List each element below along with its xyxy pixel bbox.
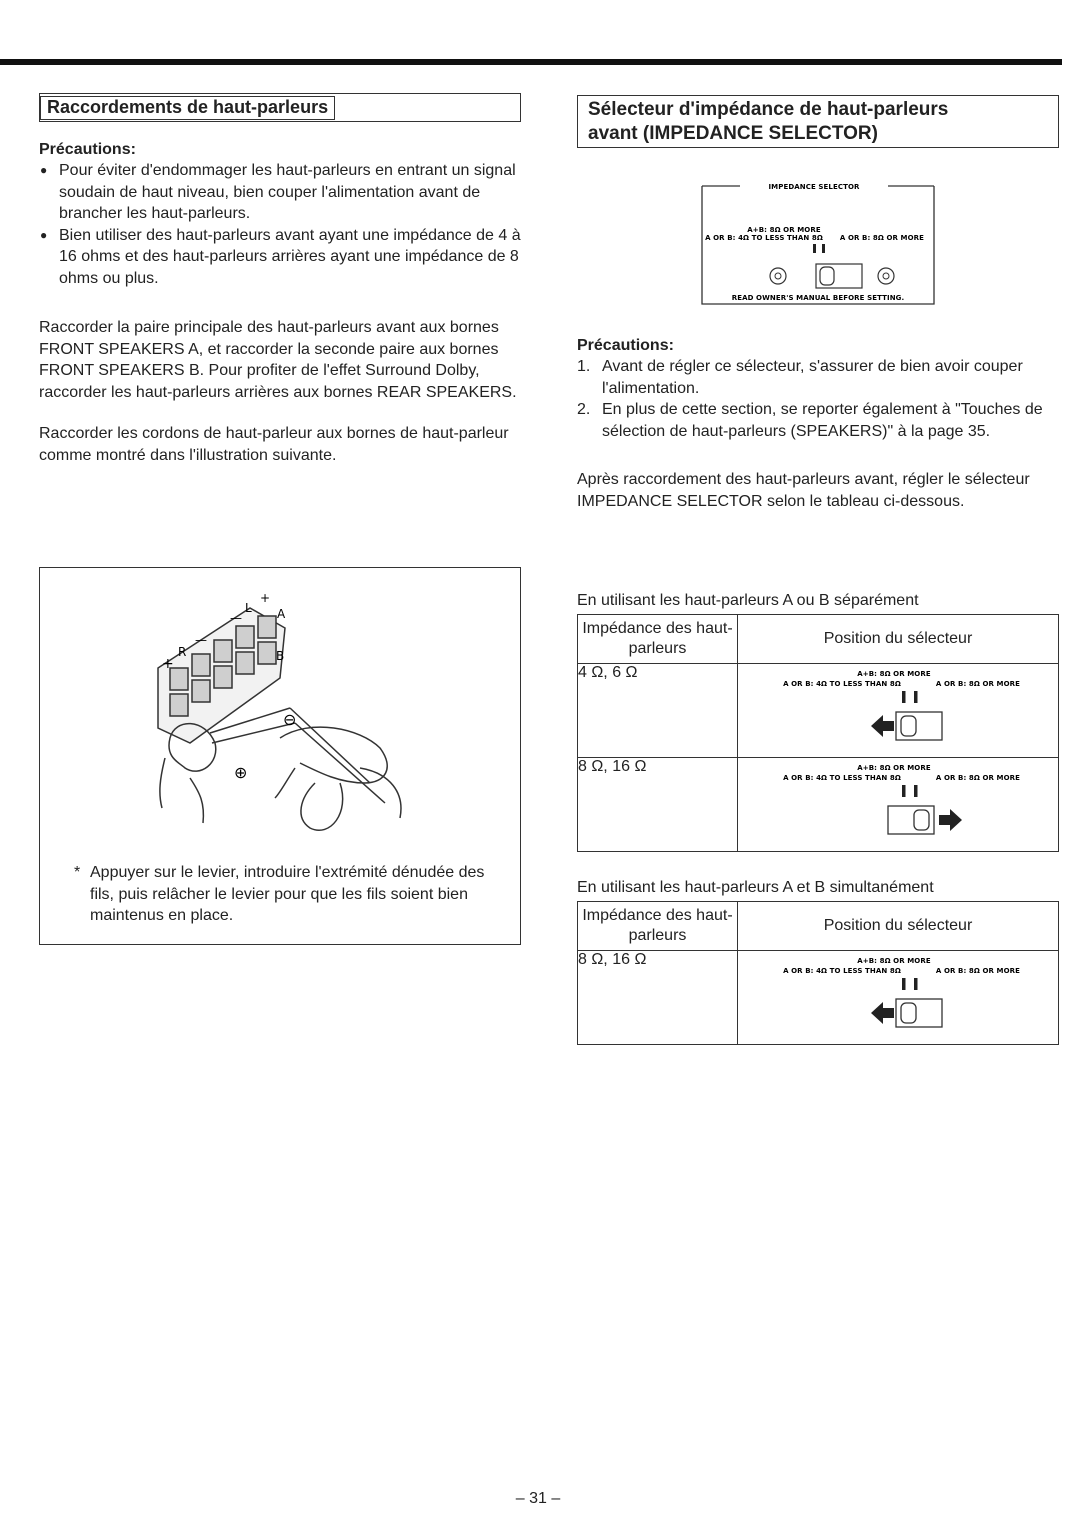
step-item: 1. Avant de régler ce sélecteur, s'assurer de bien avoir couper l'alimentation. bbox=[577, 358, 1023, 397]
svg-text:A OR B: 4Ω TO LESS THAN 8Ω: A OR B: 4Ω TO LESS THAN 8Ω bbox=[783, 774, 901, 782]
table-cell-ohms: 8 Ω, 16 Ω bbox=[578, 758, 738, 852]
table-cell-selector-left bbox=[738, 664, 1059, 758]
svg-text:A+B: 8Ω OR MORE: A+B: 8Ω OR MORE bbox=[857, 957, 931, 965]
table-header-position: Position du sélecteur bbox=[738, 902, 1059, 951]
speaker-terminal-figure bbox=[39, 567, 521, 945]
panel-footer: READ OWNER'S MANUAL BEFORE SETTING. bbox=[731, 294, 905, 302]
terminal-label-r: R bbox=[178, 645, 187, 659]
terminal-label-plus-r: + bbox=[162, 656, 174, 672]
panel-label-left: A OR B: 4Ω TO LESS THAN 8Ω bbox=[705, 234, 823, 242]
table-cell-ohms: 8 Ω, 16 Ω bbox=[578, 951, 738, 1045]
terminal-label-l: L bbox=[245, 601, 252, 615]
speaker-terminal-illustration bbox=[40, 568, 520, 858]
right-column bbox=[577, 95, 1062, 148]
right-precautions bbox=[577, 336, 1062, 512]
panel-title: IMPEDANCE SELECTOR bbox=[768, 183, 860, 191]
screw-icon bbox=[770, 268, 786, 284]
precautions-list bbox=[39, 160, 523, 289]
plus-terminal-icon: ⊕ bbox=[234, 763, 248, 782]
svg-text:A OR B: 8Ω OR MORE: A OR B: 8Ω OR MORE bbox=[935, 774, 1021, 782]
terminal-label-minus-l: — bbox=[230, 611, 242, 625]
terminal-label-plus-l: + bbox=[260, 591, 271, 605]
left-column bbox=[39, 93, 523, 466]
precautions-steps bbox=[577, 356, 1062, 442]
svg-text:A OR B: 8Ω OR MORE: A OR B: 8Ω OR MORE bbox=[935, 967, 1021, 975]
terminal-label-a: A bbox=[277, 607, 286, 621]
page-number: – 31 – bbox=[515, 1490, 561, 1507]
section-title-speaker-connections: Raccordements de haut-parleurs bbox=[39, 93, 521, 122]
table-cell-selector-left bbox=[738, 951, 1059, 1045]
figure-caption: * Appuyer sur le levier, introduire l'extrémité dénudée des fils, puis relâcher le levier pour que les fils soient bien maintenus en place. bbox=[74, 864, 485, 924]
top-rule bbox=[0, 59, 1062, 65]
table-cell-ohms: 4 Ω, 6 Ω bbox=[578, 664, 738, 758]
arrow-left-icon bbox=[871, 715, 894, 737]
connection-paragraph: Raccorder la paire principale des haut-parleurs avant aux bornes FRONT SPEAKERS A, et raccorder la seconde paire aux bornes FRONT SPEAKERS B. Pour profiter de l'effet Surround Dolby, raccorder les haut-parleurs arrières aux bornes REAR SPEAKERS. bbox=[39, 319, 517, 401]
svg-text:A OR B: 4Ω TO LESS THAN 8Ω: A OR B: 4Ω TO LESS THAN 8Ω bbox=[783, 967, 901, 975]
table1-caption: En utilisant les haut-parleurs A ou B séparément bbox=[577, 592, 919, 609]
panel-label-right: A OR B: 8Ω OR MORE bbox=[839, 234, 925, 242]
svg-text:A+B: 8Ω OR MORE: A+B: 8Ω OR MORE bbox=[857, 670, 931, 678]
svg-text:A OR B: 8Ω OR MORE: A OR B: 8Ω OR MORE bbox=[935, 680, 1021, 688]
impedance-table-separate bbox=[577, 614, 1059, 852]
panel-label-top: A+B: 8Ω OR MORE bbox=[747, 226, 821, 234]
selector-instruction: Après raccordement des haut-parleurs avant, régler le sélecteur IMPEDANCE SELECTOR selon le tableau ci-dessous. bbox=[577, 471, 1030, 510]
section-title-impedance-selector: Sélecteur d'impédance de haut-parleurs avant (IMPEDANCE SELECTOR) bbox=[577, 95, 1059, 148]
table-cell-selector-right bbox=[738, 758, 1059, 852]
terminal-label-b: B bbox=[276, 649, 285, 663]
screw-icon bbox=[878, 268, 894, 284]
svg-text:A OR B: 4Ω TO LESS THAN 8Ω: A OR B: 4Ω TO LESS THAN 8Ω bbox=[783, 680, 901, 688]
precaution-item: ● Pour éviter d'endommager les haut-parleurs en entrant un signal soudain de haut niveau, bien couper l'alimentation avant de brancher les haut-parleurs. bbox=[39, 160, 523, 225]
cord-paragraph: Raccorder les cordons de haut-parleur aux bornes de haut-parleur comme montré dans l'illustration suivante. bbox=[39, 425, 509, 464]
precaution-item: ● Bien utiliser des haut-parleurs avant ayant une impédance de 4 à 16 ohms et des haut-parleurs arrières ayant une impédance de 8 ohms ou plus. bbox=[39, 225, 523, 290]
terminal-label-minus-r: — bbox=[195, 633, 207, 647]
arrow-right-icon bbox=[939, 809, 962, 831]
impedance-table-simultaneous bbox=[577, 901, 1059, 1045]
table-header-position: Position du sélecteur bbox=[738, 615, 1059, 664]
svg-text:A+B: 8Ω OR MORE: A+B: 8Ω OR MORE bbox=[857, 764, 931, 772]
minus-terminal-icon: ⊖ bbox=[283, 710, 297, 729]
impedance-selector-panel bbox=[698, 180, 938, 310]
table-header-impedance: Impédance des haut-parleurs bbox=[578, 902, 738, 951]
step-item: 2. En plus de cette section, se reporter également à "Touches de sélection de haut-parleurs (SPEAKERS)" à la page 35. bbox=[577, 401, 1043, 440]
precautions-title: Précautions: bbox=[39, 141, 136, 158]
table2-caption: En utilisant les haut-parleurs A et B simultanément bbox=[577, 879, 934, 896]
precautions-title: Précautions: bbox=[577, 337, 674, 354]
table-header-impedance: Impédance des haut-parleurs bbox=[578, 615, 738, 664]
arrow-left-icon bbox=[871, 1002, 894, 1024]
